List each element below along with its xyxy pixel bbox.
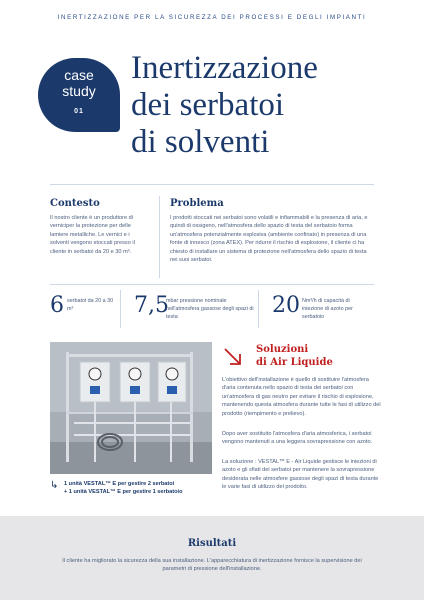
stat-divider	[120, 290, 121, 328]
caption-line2: + 1 unità VESTAL™ E per gestire 1 serbatoio	[64, 489, 183, 495]
title-line2: dei serbatoi	[131, 87, 285, 123]
stat-pressure	[134, 292, 264, 332]
solution-heading-line1: Soluzioni	[256, 344, 309, 355]
column-divider	[159, 196, 160, 278]
caption-line1: 1 unità VESTAL™ E per gestire 2 serbatoi	[64, 481, 175, 487]
problem-heading: Problema	[170, 198, 224, 209]
solution-paragraph-3: La soluzione : VESTAL™ E - Air Liquide gestisce le iniezioni di azoto e gli sfiati dei serbatoi per mantenere la sovrapressione desiderata nelle atmosfere gassose degli spazi di testa durante le varie fasi di utilizzo del prodotto.	[222, 459, 379, 491]
title-line3: di solventi	[131, 124, 270, 160]
stat-value: 20	[272, 293, 300, 318]
stat-capacity	[272, 292, 382, 332]
badge-line1: case	[64, 67, 94, 83]
solution-heading-line2: di Air Liquide	[256, 357, 333, 368]
stat-label: serbatoi da 20 a 30 m³	[67, 298, 114, 312]
page-title	[131, 50, 391, 161]
badge-line2: study	[62, 83, 96, 99]
results-section	[0, 516, 424, 600]
case-study-badge	[38, 58, 120, 132]
stat-label: mbar pressione nominale nell'atmosfera gassose degli spazi di testa	[166, 298, 254, 320]
title-line1: Inertizzazione	[131, 50, 318, 86]
stat-value: 7,5	[134, 293, 169, 318]
stats-divider	[50, 284, 374, 285]
results-heading: Risultati	[187, 538, 237, 549]
installation-image	[50, 342, 212, 474]
stat-value: 6	[50, 293, 64, 318]
stat-tanks	[50, 292, 130, 332]
arrow-down-right-icon	[222, 346, 244, 368]
header-tagline: INERTIZZAZIONE PER LA SICUREZZA DEI PROCESSI E DEGLI IMPIANTI	[57, 14, 367, 21]
installation-photo	[50, 342, 212, 474]
problem-text: I prodotti stoccati nei serbatoi sono volatili e infiammabili e la presenza di aria, e quindi di ossigeno, nell'atmosfera dello spazio di testa del serbatoio forma un'atmosfera potenzialmente esplosiva (ambiente confinato) in presenza di una fonte di innesco (zona ATEX). Per ridurre il rischio di esplosione, il cliente ci ha chiesto di installare un sistema di protezione nell'atmosfera dello spazio di testa nei suoi serbatoi.	[170, 215, 368, 264]
context-text: Il nostro cliente è un produttore di verniciper la protezione per delle lamiere metalliche. Le vernici e i solventi vengono stoccati presso il cliente in serbatoi da 20 e 30 m³.	[50, 215, 135, 255]
context-heading: Contesto	[50, 198, 100, 209]
section-divider	[50, 184, 374, 185]
stat-divider	[258, 290, 259, 328]
stat-label: Nm³/h di capacità di iniezione di azoto per serbatoio	[302, 298, 353, 320]
arrow-down-right-icon: ↳	[50, 480, 59, 491]
solution-paragraph-1: L'obiettivo dell'installazione è quello di sostituire l'atmosfera d'aria contenuta nello spazio di testa dei serbatoi con un'atmosfera di gas neutro per evitare il rischio di esplosione, mantenendo questa atmosfera durante tutte le fasi di utilizzo del prodotto (riempimento e prelievo).	[222, 377, 381, 417]
solution-paragraph-2: Dopo aver sostituito l'atmosfera d'aria atmosferica, i serbatoi vengono mantenuti a una leggera sovrapressione con azoto.	[222, 431, 373, 446]
results-text: Il cliente ha migliorato la sicurezza della sua installazione. L'apparecchiatura di inertizzazione fornisce la supervisione dei parametri di pressione dell'installazione.	[62, 558, 362, 573]
badge-number: 01	[74, 108, 84, 115]
